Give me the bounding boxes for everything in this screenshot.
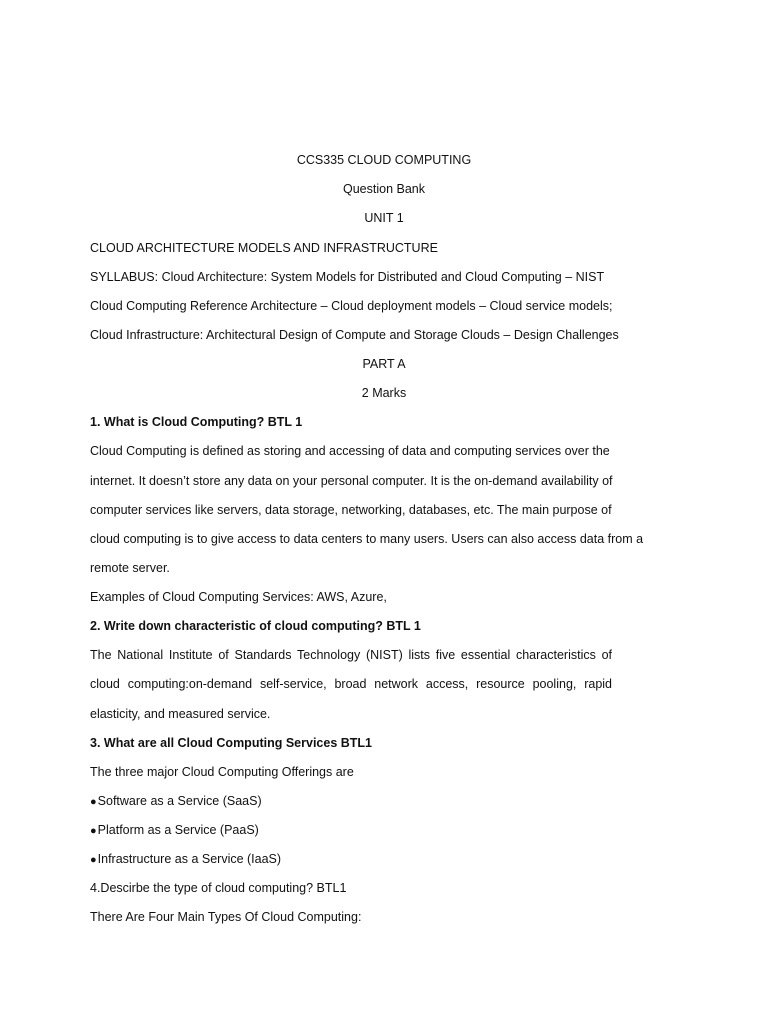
answer-line: The National Institute of Standards Technology (NIST) lists five essential characteristics of [90,648,612,662]
list-item [90,851,281,868]
list-item-label: Infrastructure as a Service (IaaS) [97,852,282,866]
bullet-icon: ● [90,825,97,837]
list-item [90,822,259,839]
list-item-label: Software as a Service (SaaS) [97,794,262,808]
question-title: 2. Write down characteristic of cloud computing? BTL 1 [90,619,421,633]
question-title: 1. What is Cloud Computing? BTL 1 [90,415,303,429]
unit-number: UNIT 1 [364,211,404,225]
syllabus-line: Cloud Infrastructure: Architectural Design of Compute and Storage Clouds – Design Challenges [90,328,619,342]
answer-line: computer services like servers, data storage, networking, databases, etc. The main purpose of [90,503,612,517]
list-item-label: Platform as a Service (PaaS) [97,823,259,837]
bullet-icon: ● [90,854,97,866]
list-item [90,793,262,810]
answer-line: cloud computing is to give access to data centers to many users. Users can also access data from a [90,532,644,546]
bullet-icon: ● [90,796,97,808]
part-heading: PART A [362,357,406,371]
syllabus-line: Cloud Computing Reference Architecture – Cloud deployment models – Cloud service models; [90,299,613,313]
question-title: 3. What are all Cloud Computing Services BTL1 [90,736,372,750]
answer-line: Cloud Computing is defined as storing and accessing of data and computing services over the [90,444,610,458]
answer-line: The three major Cloud Computing Offerings are [90,765,354,779]
course-title: CCS335 CLOUD COMPUTING [296,153,472,167]
syllabus-line: SYLLABUS: Cloud Architecture: System Models for Distributed and Cloud Computing – NIST [90,270,605,284]
unit-title: CLOUD ARCHITECTURE MODELS AND INFRASTRUCTURE [90,241,438,255]
answer-line: remote server. [90,561,170,575]
answer-line: There Are Four Main Types Of Cloud Computing: [90,910,362,924]
document-type: Question Bank [343,182,425,196]
question-title: 4.Descirbe the type of cloud computing? BTL1 [90,881,347,895]
answer-line: cloud computing:on-demand self-service, broad network access, resource pooling, rapid [90,677,612,691]
answer-line: elasticity, and measured service. [90,707,271,721]
answer-line: Examples of Cloud Computing Services: AWS, Azure, [90,590,387,604]
answer-line: internet. It doesn’t store any data on your personal computer. It is the on-demand availability of [90,474,613,488]
marks-heading: 2 Marks [361,386,407,400]
